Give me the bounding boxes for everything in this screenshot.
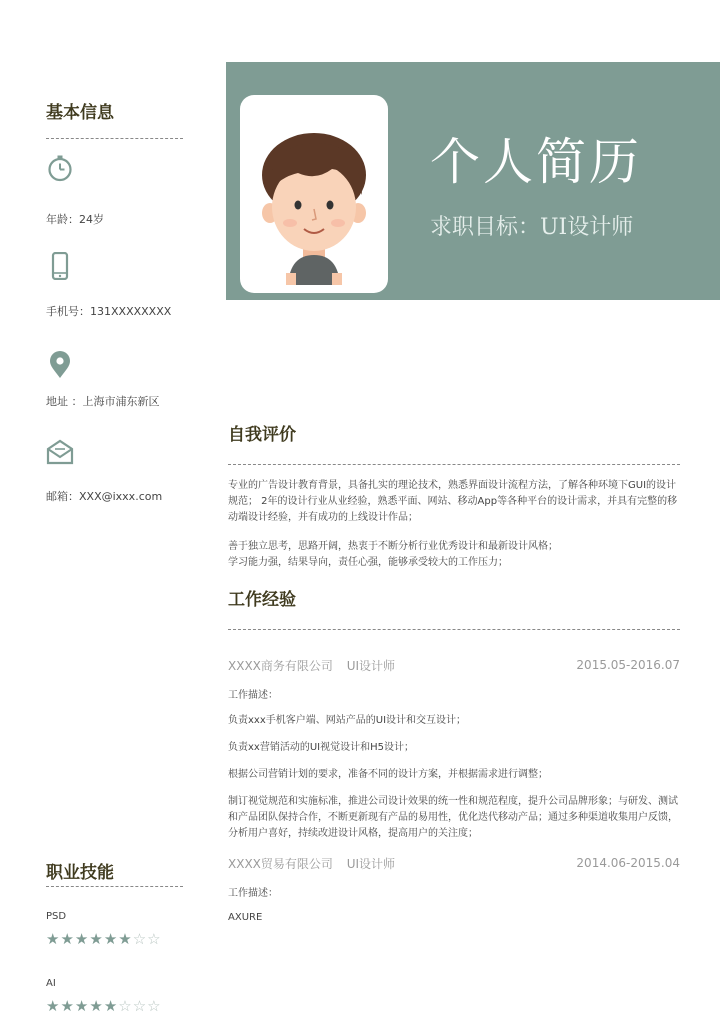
- divider: [228, 629, 680, 630]
- job-date: 2015.05-2016.07: [576, 658, 680, 672]
- company-name: XXXX贸易有限公司: [228, 857, 333, 871]
- star-filled-icon: ★: [74, 930, 90, 948]
- mobile-phone-icon: [46, 252, 74, 280]
- star-filled-icon: ★: [103, 930, 119, 948]
- location-pin-icon: [46, 351, 74, 379]
- job-desc-label: 工作描述：: [228, 690, 278, 701]
- job-role: UI设计师: [346, 659, 396, 673]
- profile-photo: [240, 95, 388, 293]
- job-desc-label: 工作描述：: [228, 888, 278, 899]
- star-filled-icon: ★: [46, 930, 61, 948]
- company-name: XXXX商务有限公司: [228, 659, 333, 673]
- envelope-icon: [46, 438, 74, 466]
- job-desc-item: 负责xx营销活动的UI视觉设计和H5设计；: [228, 742, 414, 753]
- skill-rating: [46, 997, 162, 1015]
- star-filled-icon: ★: [118, 930, 133, 948]
- stopwatch-icon: [46, 154, 74, 182]
- page-title: 个人简历: [430, 133, 642, 191]
- email-text: 邮箱：XXX@ixxx.com: [46, 490, 163, 503]
- star-empty-icon: ☆: [147, 997, 162, 1015]
- job-objective: 求职目标：UI设计师: [430, 215, 634, 240]
- job-desc-item: 制订视觉规范和实施标准，推进公司设计效果的统一性和规范程度，提升公司品牌形象；与研发、测试和产品团队保持合作，不断更新现有产品的易用性，优化迭代移动产品；通过多种渠道收集用户反馈，分析用户喜好，持续改进设计风格，提高用户的关注度；: [228, 796, 678, 839]
- self-eval-heading: 自我评价: [228, 425, 296, 445]
- job-desc-item: AXURE: [228, 912, 263, 923]
- skill-name: PSD: [46, 911, 67, 922]
- job-company: [228, 855, 395, 872]
- star-filled-icon: ★: [74, 997, 90, 1015]
- star-empty-icon: ☆: [147, 930, 162, 948]
- divider: [228, 464, 680, 465]
- job-company: [228, 657, 395, 674]
- star-filled-icon: ★: [60, 997, 75, 1015]
- star-filled-icon: ★: [89, 997, 104, 1015]
- star-empty-icon: ☆: [132, 930, 148, 948]
- skill-rating: [46, 930, 162, 948]
- work-heading: 工作经验: [228, 590, 296, 610]
- basic-info-heading: 基本信息: [46, 103, 114, 123]
- avatar-icon: [240, 95, 388, 293]
- job-role: UI设计师: [346, 857, 396, 871]
- star-filled-icon: ★: [103, 997, 119, 1015]
- divider: [46, 886, 183, 887]
- job-desc-item: 负责xxx手机客户端、网站产品的UI设计和交互设计；: [228, 715, 467, 726]
- self-eval-paragraph: 专业的广告设计教育背景，具备扎实的理论技术，熟悉界面设计流程方法，了解各种环境下GUI的设计规范； 2年的设计行业从业经验，熟悉平面、网站、移动App等各种平台的设计需求，并具有完整的移动端设计经验，并有成功的上线设计作品；: [228, 480, 678, 523]
- self-eval-line: 学习能力强，结果导向，责任心强，能够承受较大的工作压力；: [228, 557, 508, 568]
- star-filled-icon: ★: [60, 930, 75, 948]
- skill-name: AI: [46, 978, 56, 989]
- star-empty-icon: ☆: [132, 997, 148, 1015]
- phone-text: 手机号：131XXXXXXXX: [46, 305, 172, 318]
- divider: [46, 138, 183, 139]
- skills-heading: 职业技能: [46, 863, 114, 883]
- age-text: 年龄：24岁: [46, 213, 104, 226]
- job-date: 2014.06-2015.04: [576, 856, 680, 870]
- star-filled-icon: ★: [46, 997, 61, 1015]
- job-desc-item: 根据公司营销计划的要求，准备不同的设计方案，并根据需求进行调整；: [228, 769, 548, 780]
- self-eval-line: 善于独立思考，思路开阔，热衷于不断分析行业优秀设计和最新设计风格；: [228, 541, 558, 552]
- address-text: 地址 ：上海市浦东新区: [46, 395, 160, 408]
- star-empty-icon: ☆: [118, 997, 133, 1015]
- star-filled-icon: ★: [89, 930, 104, 948]
